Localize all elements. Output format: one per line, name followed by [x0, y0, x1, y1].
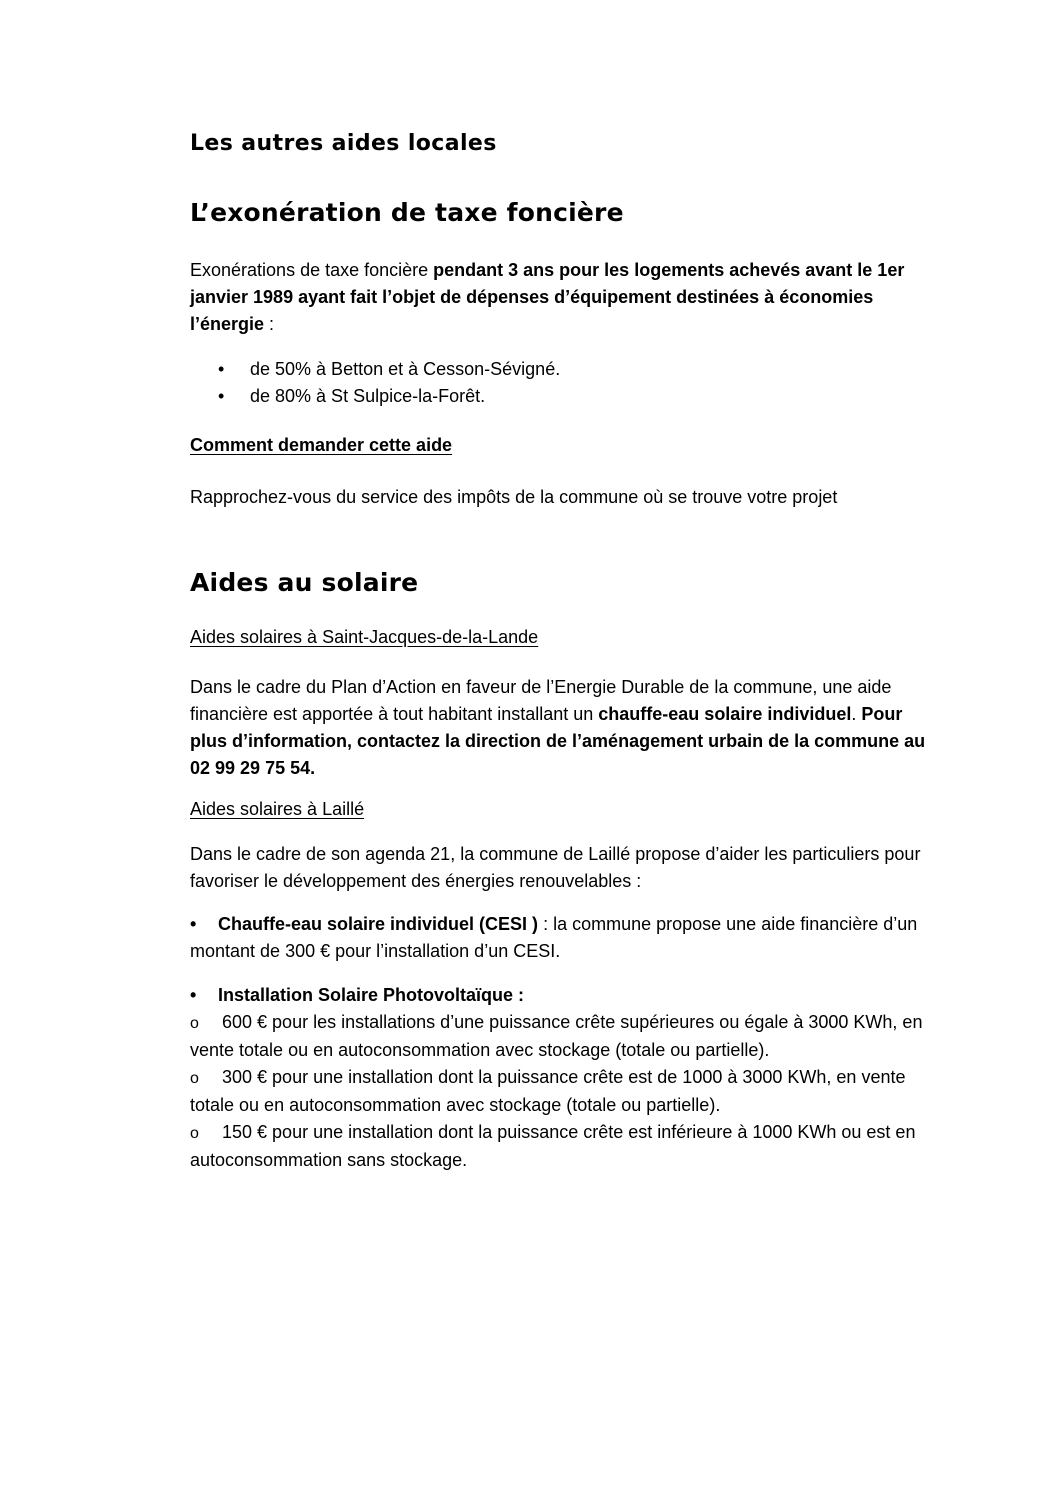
list-item-text: de 80% à St Sulpice-la-Forêt. [250, 386, 486, 406]
list-item-text: de 50% à Betton et à Cesson-Sévigné. [250, 359, 561, 379]
circle-bullet-icon: o [190, 1070, 199, 1087]
how-to-request-text: Rapprochez-vous du service des impôts de la commune où se trouve votre projet [190, 487, 838, 507]
pv-item-text: 300 € pour une installation dont la puissance crête est de 1000 à 3000 KWh, en vente totale ou en autoconsommation avec stockage (totale ou partielle). [190, 1067, 906, 1115]
exoneration-intro-paragraph [190, 257, 938, 338]
list-item-cesi [190, 911, 938, 965]
list-item-300-euros [190, 1064, 938, 1119]
paragraph-saint-jacques [190, 674, 938, 782]
bullet-icon: • [218, 359, 225, 379]
pv-item-text: 150 € pour une installation dont la puissance crête est inférieure à 1000 KWh ou est en autoconsommation sans stockage. [190, 1122, 916, 1170]
exoneration-intro-tail: : [264, 314, 275, 334]
how-to-request-heading: Comment demander cette aide [190, 435, 453, 455]
photovoltaique-label-bold: Installation Solaire Photovoltaïque : [218, 985, 525, 1005]
saint-jacques-mid: . [851, 704, 862, 724]
subheading-laille: Aides solaires à Laillé [190, 799, 365, 819]
paragraph-laille-intro: Dans le cadre de son agenda 21, la commune de Laillé propose d’aider les particuliers pour favoriser le développement des énergies renouvelables : [190, 844, 921, 891]
cesi-description: : la commune propose une aide financière d’un montant de 300 € pour l’installation d’un CESI. [190, 914, 918, 961]
bullet-icon: • [190, 985, 197, 1005]
pv-item-text: 600 € pour les installations d’une puissance crête supérieures ou égale à 3000 KWh, en vente totale ou en autoconsommation avec stockage (totale ou partielle). [190, 1012, 923, 1060]
list-item-photovoltaique [190, 982, 938, 1009]
saint-jacques-bold-contact: Pour plus d’information, contactez la direction de l’aménagement urbain de la commune au 02 99 29 75 54. [190, 704, 926, 778]
list-item-betton-cesson [218, 356, 938, 383]
document-page [190, 131, 938, 1174]
bullet-icon: • [218, 386, 225, 406]
document-title: Les autres aides locales [190, 131, 497, 156]
list-item-600-euros [190, 1009, 938, 1064]
circle-bullet-icon: o [190, 1125, 199, 1142]
list-item-150-euros [190, 1119, 938, 1174]
saint-jacques-bold-cesi: chauffe-eau solaire individuel [598, 704, 852, 724]
section-aides-au-solaire [190, 568, 938, 1174]
section-heading-solaire: Aides au solaire [190, 568, 419, 597]
exoneration-intro-bold: pendant 3 ans pour les logements achevés avant le 1er janvier 1989 ayant fait l’objet de dépenses d’équipement destinées à économies l’énergie [190, 260, 905, 334]
subheading-saint-jacques: Aides solaires à Saint-Jacques-de-la-Lande [190, 627, 539, 647]
cesi-label-bold: Chauffe-eau solaire individuel (CESI ) [218, 914, 539, 934]
list-item-st-sulpice [218, 383, 938, 410]
bullet-icon: • [190, 914, 197, 934]
section-exoneration-taxe-fonciere [190, 198, 938, 511]
circle-bullet-icon: o [190, 1015, 199, 1032]
saint-jacques-regular: Dans le cadre du Plan d’Action en faveur de l’Energie Durable de la commune, une aide financière est apportée à tout habitant installant un [190, 677, 892, 724]
section-heading-exoneration: L’exonération de taxe foncière [190, 198, 624, 227]
exoneration-intro-regular: Exonérations de taxe foncière [190, 260, 434, 280]
exoneration-bullet-list [190, 356, 938, 410]
